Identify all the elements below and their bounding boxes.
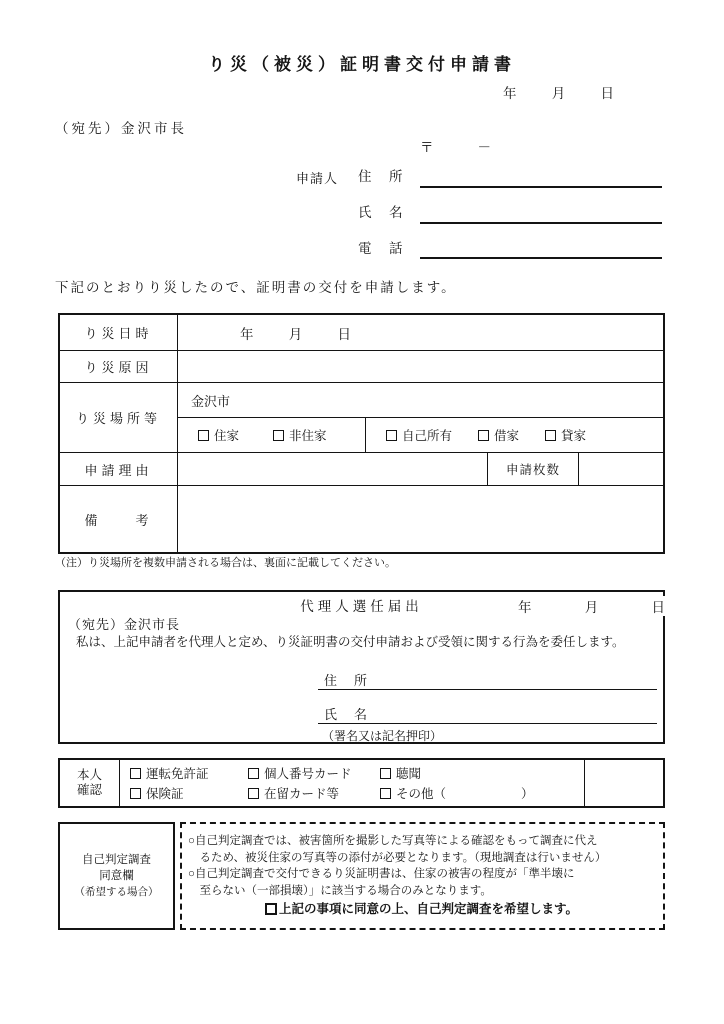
- self-assessment-label-line3: （希望する場合）: [74, 886, 159, 898]
- proxy-date-year: 年: [518, 600, 533, 615]
- remarks-value-cell[interactable]: [178, 486, 663, 552]
- checkbox-icon[interactable]: [130, 768, 141, 779]
- disaster-date-year: 年: [240, 326, 255, 342]
- sa-bullet2-line2: 至らない（一部損壊）」に該当する場合のみとなります。: [188, 884, 492, 897]
- cause-row-label: り災原因: [60, 351, 178, 382]
- identity-verification-table: [58, 758, 665, 808]
- checkbox-icon[interactable]: [380, 788, 391, 799]
- table-row-reason: [60, 453, 663, 486]
- identity-label-line1: 本人: [76, 768, 102, 782]
- checkbox-drivers-license-label: 運転免許証: [146, 767, 209, 781]
- place-checkbox-row: [178, 418, 663, 452]
- self-assessment-consent-box: [180, 822, 665, 930]
- header-date-day: 日: [600, 86, 615, 101]
- checkbox-rented-house[interactable]: [478, 426, 519, 444]
- disaster-detail-table: [58, 313, 665, 554]
- checkbox-other-label: その他（ ）: [396, 787, 534, 801]
- applicant-phone-input-line[interactable]: [420, 257, 662, 259]
- addressee-mayor: （宛先）金沢市長: [55, 121, 187, 136]
- consent-text: 上記の事項に同意の上、自己判定調査を希望します。: [278, 902, 578, 916]
- applicant-label: 申請人: [296, 171, 339, 186]
- place-ownership-cell: [366, 418, 663, 452]
- checkbox-icon[interactable]: [386, 430, 397, 441]
- table-row-date: [60, 315, 663, 351]
- checkbox-hearing-label: 聴聞: [396, 767, 422, 781]
- table-row-place: [60, 383, 663, 453]
- proxy-appointment-box: [58, 590, 665, 744]
- disaster-date-day: 日: [337, 326, 352, 342]
- page-title: り災（被災）証明書交付申請書: [208, 55, 516, 74]
- applicant-phone-label: 電 話: [358, 241, 405, 256]
- postal-code-line: [420, 136, 491, 156]
- checkbox-icon[interactable]: [198, 430, 209, 441]
- checkbox-dwelling-label: 住家: [214, 429, 240, 443]
- checkbox-my-number-card-label: 個人番号カード: [264, 767, 352, 781]
- checkbox-insurance-card-label: 保険証: [146, 787, 184, 801]
- checkbox-owned-label: 自己所有: [402, 429, 453, 443]
- consent-line: [188, 901, 655, 918]
- proxy-signature-note: （署名又は記名押印）: [322, 729, 443, 743]
- self-assessment-label-line2: 同意欄: [99, 870, 134, 882]
- header-date-month: 月: [551, 86, 567, 101]
- checkbox-leased-house[interactable]: [545, 426, 586, 444]
- applicant-address-label: 住 所: [358, 169, 405, 184]
- checkbox-drivers-license[interactable]: [130, 764, 248, 782]
- identity-options-cell: [120, 760, 585, 806]
- place-row-label: り災場所等: [60, 383, 178, 452]
- place-row-content: [178, 383, 663, 452]
- identity-label-line2: 確認: [76, 783, 102, 797]
- proxy-date-month: 月: [584, 600, 600, 615]
- cause-row-value[interactable]: [178, 351, 663, 382]
- checkbox-rented-house-label: 借家: [494, 429, 520, 443]
- checkbox-other[interactable]: [380, 784, 584, 802]
- application-statement: 下記のとおりり災したので、証明書の交付を申請します。: [55, 280, 457, 295]
- disaster-date-month: 月: [288, 326, 304, 342]
- checkbox-icon[interactable]: [248, 788, 259, 799]
- header-date-year: 年: [503, 86, 518, 101]
- remarks-row-label: 備 考: [60, 486, 178, 552]
- table-row-remarks: [60, 486, 663, 552]
- identity-blank-cell: [585, 760, 663, 806]
- postal-dash: －: [477, 140, 491, 155]
- proxy-address-label: 住 所: [324, 673, 370, 688]
- count-label-cell: 申請枚数: [488, 453, 579, 485]
- checkbox-residence-card[interactable]: [248, 784, 380, 802]
- proxy-name-label: 氏 名: [324, 707, 370, 722]
- checkbox-hearing[interactable]: [380, 764, 584, 782]
- place-city-text: 金沢市: [191, 393, 231, 409]
- checkbox-leased-house-label: 貸家: [561, 429, 587, 443]
- checkbox-icon[interactable]: [130, 788, 141, 799]
- checkbox-icon[interactable]: [273, 430, 284, 441]
- sa-bullet2-line1: ○自己判定調査で交付できるり災証明書は、住家の被害の程度が「準半壊に: [188, 868, 575, 880]
- sa-bullet1-line1: ○自己判定調査では、被害箇所を撮影した写真等による確認をもって調査に代え: [188, 835, 598, 847]
- checkbox-non-dwelling[interactable]: [273, 426, 327, 444]
- checkbox-insurance-card[interactable]: [130, 784, 248, 802]
- checkbox-non-dwelling-label: 非住家: [289, 429, 327, 443]
- postal-mark-icon: 〒: [420, 140, 434, 155]
- self-assessment-label-line1: 自己判定調査: [82, 854, 151, 866]
- proxy-date-day: 日: [651, 600, 666, 615]
- checkbox-icon[interactable]: [478, 430, 489, 441]
- checkbox-my-number-card[interactable]: [248, 764, 380, 782]
- checkbox-consent[interactable]: [265, 903, 277, 915]
- proxy-delegation-statement: 私は、上記申請者を代理人と定め、り災証明書の交付申請および受領に関する行為を委任します。: [76, 635, 625, 649]
- checkbox-dwelling[interactable]: [198, 426, 239, 444]
- checkbox-icon[interactable]: [545, 430, 556, 441]
- count-value-cell[interactable]: [579, 453, 663, 485]
- date-row-label: り災日時: [60, 315, 178, 350]
- date-row-value[interactable]: [178, 315, 663, 350]
- checkbox-residence-card-label: 在留カード等: [264, 787, 340, 801]
- sa-bullet1-line2: るため、被災住家の写真等の添付が必要となります。（現地調査は行いません）: [188, 851, 607, 864]
- self-assessment-label-box: [58, 822, 175, 930]
- applicant-address-input-line[interactable]: [420, 186, 662, 188]
- proxy-addressee: （宛先）金沢市長: [68, 617, 181, 632]
- identity-label: [60, 760, 120, 806]
- checkbox-icon[interactable]: [248, 768, 259, 779]
- header-date-line: [503, 82, 615, 102]
- footnote: （注）り災場所を複数申請される場合は、裏面に記載してください。: [55, 557, 396, 569]
- reason-value-cell[interactable]: [178, 453, 488, 485]
- checkbox-owned[interactable]: [386, 426, 452, 444]
- applicant-name-input-line[interactable]: [420, 222, 662, 224]
- proxy-address-input-line[interactable]: [318, 689, 657, 690]
- proxy-title: 代理人選任届出: [300, 599, 423, 614]
- proxy-date-line: [518, 596, 666, 616]
- disaster-date-line: [240, 323, 352, 343]
- proxy-name-input-line[interactable]: [318, 723, 657, 724]
- table-row-cause: [60, 351, 663, 383]
- place-type-cell: [178, 418, 366, 452]
- checkbox-icon[interactable]: [380, 768, 391, 779]
- applicant-name-label: 氏 名: [358, 205, 405, 220]
- place-city-cell[interactable]: [178, 383, 663, 418]
- reason-row-label: 申請理由: [60, 453, 178, 485]
